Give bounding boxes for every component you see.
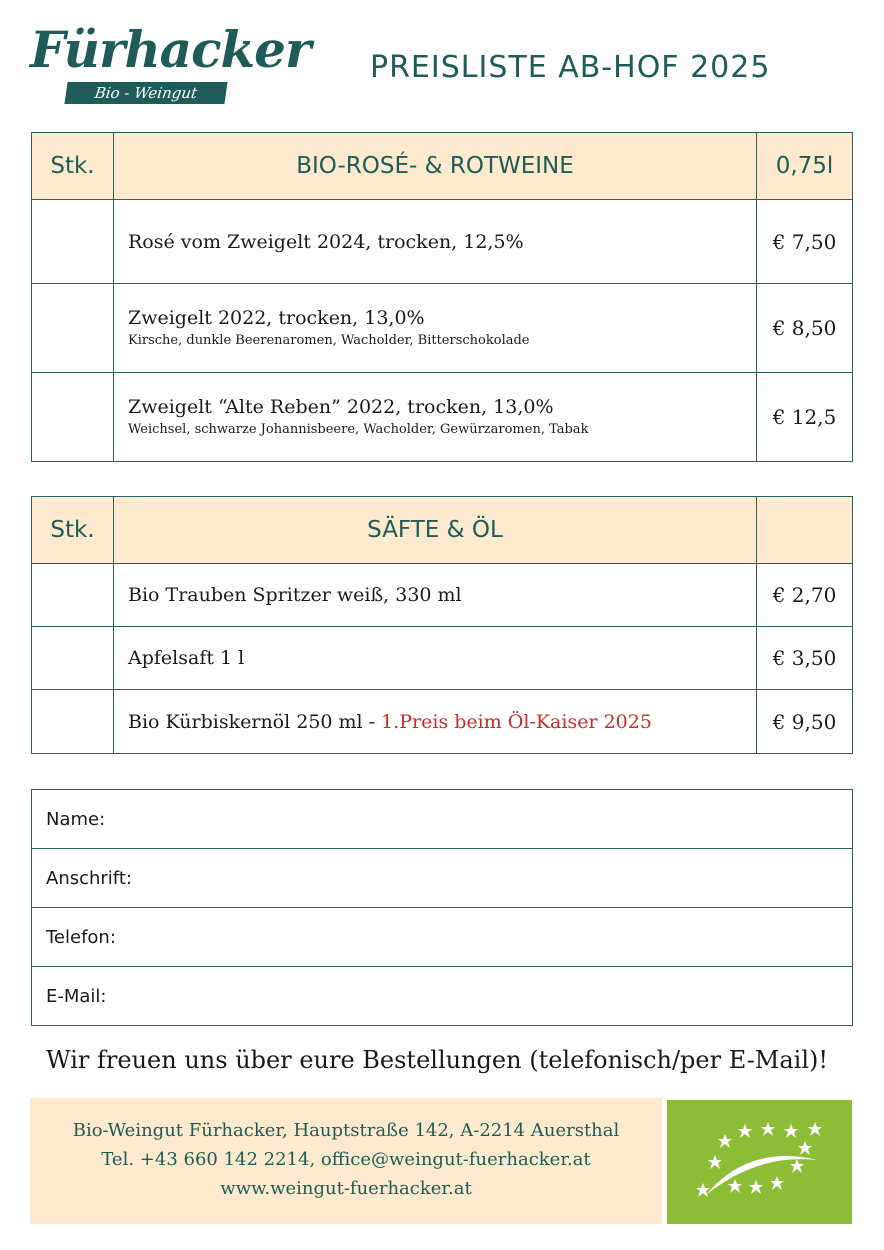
qty-cell[interactable] [32,564,114,627]
qty-cell[interactable] [32,200,114,284]
item-name-text: Bio Kürbiskernöl 250 ml - [128,710,382,733]
item-description: Kirsche, dunkle Beerenaromen, Wacholder, Bitterschokolade [128,333,530,348]
wine-price-table [31,132,853,462]
item-name [128,709,756,735]
brand-tagline: Bio - Weingut [64,82,227,104]
item-cell [114,564,757,627]
qty-header: Stk. [32,497,114,564]
wine-table-header [32,133,853,200]
email-field[interactable]: E-Mail: [32,967,853,1026]
item-description: Weichsel, schwarze Johannisbeere, Wacholder, Gewürzaromen, Tabak [128,422,589,437]
wine-section-title: BIO-ROSÉ- & ROTWEINE [114,133,757,200]
award-note: 1.Preis beim Öl-Kaiser 2025 [381,710,652,733]
footer-phone-email: Tel. +43 660 142 2214, office@weingut-fuerhacker.at [101,1149,591,1170]
phone-field[interactable]: Telefon: [32,908,853,967]
qty-header: Stk. [32,133,114,200]
table-row [32,690,853,754]
juice-price-table [31,496,853,754]
brand-name: Fürhacker [30,20,311,79]
qty-cell[interactable] [32,627,114,690]
table-row [32,627,853,690]
qty-cell[interactable] [32,690,114,754]
address-field[interactable]: Anschrift: [32,849,853,908]
item-price: € 2,70 [757,564,853,627]
table-row [32,284,853,373]
size-header [757,497,853,564]
juice-table-header [32,497,853,564]
item-cell [114,373,757,462]
qty-cell[interactable] [32,284,114,373]
eu-organic-leaf-icon [667,1100,852,1224]
juice-section-title: SÄFTE & ÖL [114,497,757,564]
page-title: PREISLISTE AB-HOF 2025 [370,50,771,85]
item-cell [114,284,757,373]
item-price: € 3,50 [757,627,853,690]
item-name: Apfelsaft 1 l [128,647,245,669]
item-cell [114,200,757,284]
footer-address: Bio-Weingut Fürhacker, Hauptstraße 142, A-2214 Auersthal [72,1120,620,1141]
table-row [32,200,853,284]
bottle-size-header: 0,75l [757,133,853,200]
table-row [32,373,853,462]
item-price: € 7,50 [757,200,853,284]
item-name: Bio Trauben Spritzer weiß, 330 ml [128,584,462,606]
item-price: € 8,50 [757,284,853,373]
table-row [32,564,853,627]
brand-logo [30,20,311,115]
item-cell [114,690,757,754]
item-name: Zweigelt “Alte Reben” 2022, trocken, 13,0% [128,396,554,418]
qty-cell[interactable] [32,373,114,462]
name-field[interactable]: Name: [32,790,853,849]
footer-contact [30,1098,662,1224]
item-price: € 9,50 [757,690,853,754]
item-name: Zweigelt 2022, trocken, 13,0% [128,307,425,329]
item-name: Rosé vom Zweigelt 2024, trocken, 12,5% [128,230,524,253]
item-cell [114,627,757,690]
item-price: € 12,5 [757,373,853,462]
closing-message: Wir freuen uns über eure Bestellungen (telefonisch/per E-Mail)! [46,1046,829,1074]
order-form [31,789,853,1026]
footer-website[interactable]: www.weingut-fuerhacker.at [220,1178,472,1199]
